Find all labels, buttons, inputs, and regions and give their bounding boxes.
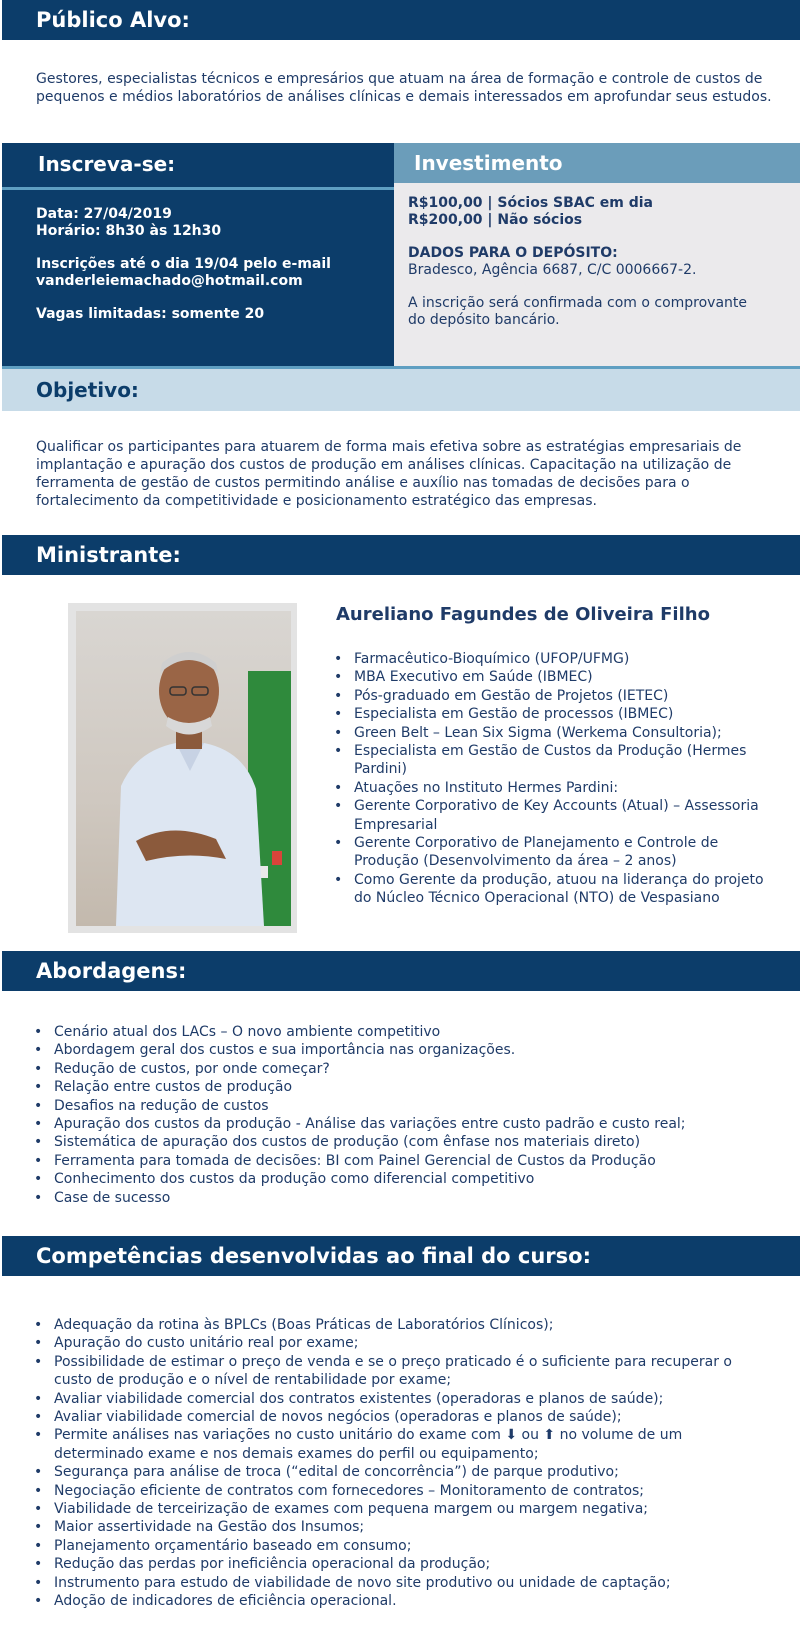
- price-non-members: R$200,00 | Não sócios: [408, 212, 583, 228]
- objetivo-text: Qualificar os participantes para atuarem de forma mais efetiva sobre as estratégias empresariais de implantação e apuração dos custos de produção em análises clínicas. Capacitação na utilização de ferramenta de gestão de custos permitindo análise e auxílio nas tomadas de decisões para o fortalecimento da competitividade e posicionamento estratégico das empresas.: [36, 439, 742, 509]
- list-item: • Maior assertividade na Gestão dos Insumos;: [34, 1518, 774, 1536]
- investimento-panel: [394, 143, 800, 368]
- list-item: • Apuração do custo unitário real por exame;: [34, 1334, 774, 1352]
- limited-seats: Vagas limitadas: somente 20: [36, 306, 265, 322]
- price-members: R$100,00 | Sócios SBAC em dia: [408, 195, 653, 211]
- confirmation-line-1: A inscrição será confirmada com o comprovante: [408, 295, 748, 311]
- list-item: • Abordagem geral dos custos e sua importância nas organizações.: [34, 1041, 774, 1059]
- list-item: • Cenário atual dos LACs – O novo ambiente competitivo: [34, 1023, 774, 1041]
- list-item: • Negociação eficiente de contratos com fornecedores – Monitoramento de contratos;: [34, 1482, 774, 1500]
- deposit-title: DADOS PARA O DEPÓSITO:: [408, 245, 618, 261]
- publico-alvo-title: Público Alvo:: [36, 8, 190, 32]
- abordagens-title: Abordagens:: [36, 959, 187, 983]
- list-item: • Conhecimento dos custos da produção como diferencial competitivo: [34, 1170, 774, 1188]
- list-item: • Farmacêutico-Bioquímico (UFOP/UFMG): [334, 650, 774, 668]
- list-item: • Case de sucesso: [34, 1189, 774, 1207]
- list-item: • Desafios na redução de custos: [34, 1097, 774, 1115]
- abordagens-list: [34, 1023, 774, 1207]
- publico-alvo-heading: [2, 0, 800, 40]
- list-item: • MBA Executivo em Saúde (IBMEC): [334, 668, 774, 686]
- publico-alvo-text: Gestores, especialistas técnicos e empresários que atuam na área de formação e controle de custos de pequenos e médios laboratórios de análises clínicas e demais interessados em aprofundar seus estudos.: [36, 71, 772, 105]
- list-item: • Especialista em Gestão de processos (IBMEC): [334, 705, 774, 723]
- list-item: • Green Belt – Lean Six Sigma (Werkema Consultoria);: [334, 724, 774, 742]
- list-item: • Relação entre custos de produção: [34, 1078, 774, 1096]
- competencias-title: Competências desenvolvidas ao final do curso:: [36, 1244, 591, 1268]
- list-item: • Possibilidade de estimar o preço de venda e se o preço praticado é o suficiente para recuperar o custo de produção e o nível de rentabilidade por exame;: [34, 1353, 774, 1390]
- objetivo-title: Objetivo:: [36, 378, 139, 402]
- list-item: • Atuações no Instituto Hermes Pardini:: [334, 779, 774, 797]
- list-item: • Permite análises nas variações no custo unitário do exame com ⬇ ou ⬆ no volume de um determinado exame e nos demais exames do perfil ou equipamento;: [34, 1426, 774, 1463]
- list-item: • Instrumento para estudo de viabilidade de novo site produtivo ou unidade de captação;: [34, 1574, 774, 1592]
- speaker-name: Aureliano Fagundes de Oliveira Filho: [336, 604, 710, 625]
- inscreva-panel: [2, 143, 394, 368]
- list-item: • Ferramenta para tomada de decisões: BI com Painel Gerencial de Custos da Produção: [34, 1152, 774, 1170]
- competencias-heading: [2, 1236, 800, 1276]
- list-item: • Adequação da rotina às BPLCs (Boas Práticas de Laboratórios Clínicos);: [34, 1316, 774, 1334]
- list-item: • Redução de custos, por onde começar?: [34, 1060, 774, 1078]
- registration-deadline: Inscrições até o dia 19/04 pelo e-mail: [36, 256, 331, 272]
- list-item: • Gerente Corporativo de Key Accounts (Atual) – Assessoria Empresarial: [334, 797, 774, 834]
- list-item: • Pós-graduado em Gestão de Projetos (IETEC): [334, 687, 774, 705]
- ministrante-heading: [2, 535, 800, 575]
- abordagens-heading: [2, 951, 800, 991]
- list-item: • Sistemática de apuração dos custos de produção (com ênfase nos materiais direto): [34, 1133, 774, 1151]
- list-item: • Avaliar viabilidade comercial de novos negócios (operadoras e planos de saúde);: [34, 1408, 774, 1426]
- objetivo-heading: [2, 369, 800, 411]
- deposit-details: Bradesco, Agência 6687, C/C 0006667-2.: [408, 262, 697, 278]
- list-item: • Redução das perdas por ineficiência operacional da produção;: [34, 1555, 774, 1573]
- inscreva-title: Inscreva-se:: [38, 152, 176, 176]
- event-date: Data: 27/04/2019: [36, 206, 172, 222]
- registration-email[interactable]: vanderleiemachado@hotmail.com: [36, 273, 303, 289]
- speaker-credentials-list: [334, 650, 774, 908]
- investimento-title: Investimento: [394, 143, 800, 183]
- list-item: • Adoção de indicadores de eficiência operacional.: [34, 1592, 774, 1610]
- list-item: • Especialista em Gestão de Custos da Produção (Hermes Pardini): [334, 742, 774, 779]
- list-item: • Gerente Corporativo de Planejamento e Controle de Produção (Desenvolvimento da área – 2 anos): [334, 834, 774, 871]
- list-item: • Viabilidade de terceirização de exames com pequena margem ou margem negativa;: [34, 1500, 774, 1518]
- list-item: • Avaliar viabilidade comercial dos contratos existentes (operadoras e planos de saúde);: [34, 1390, 774, 1408]
- competencias-list: [34, 1316, 774, 1611]
- list-item: • Como Gerente da produção, atuou na liderança do projeto do Núcleo Técnico Operacional (NTO) de Vespasiano: [334, 871, 774, 908]
- list-item: • Segurança para análise de troca (“edital de concorrência”) de parque produtivo;: [34, 1463, 774, 1481]
- speaker-photo: [76, 611, 291, 926]
- speaker-photo-frame: [68, 603, 297, 933]
- event-time: Horário: 8h30 às 12h30: [36, 223, 222, 239]
- list-item: • Planejamento orçamentário baseado em consumo;: [34, 1537, 774, 1555]
- confirmation-line-2: do depósito bancário.: [408, 312, 560, 328]
- ministrante-title: Ministrante:: [36, 543, 181, 567]
- list-item: • Apuração dos custos da produção - Análise das variações entre custo padrão e custo real;: [34, 1115, 774, 1133]
